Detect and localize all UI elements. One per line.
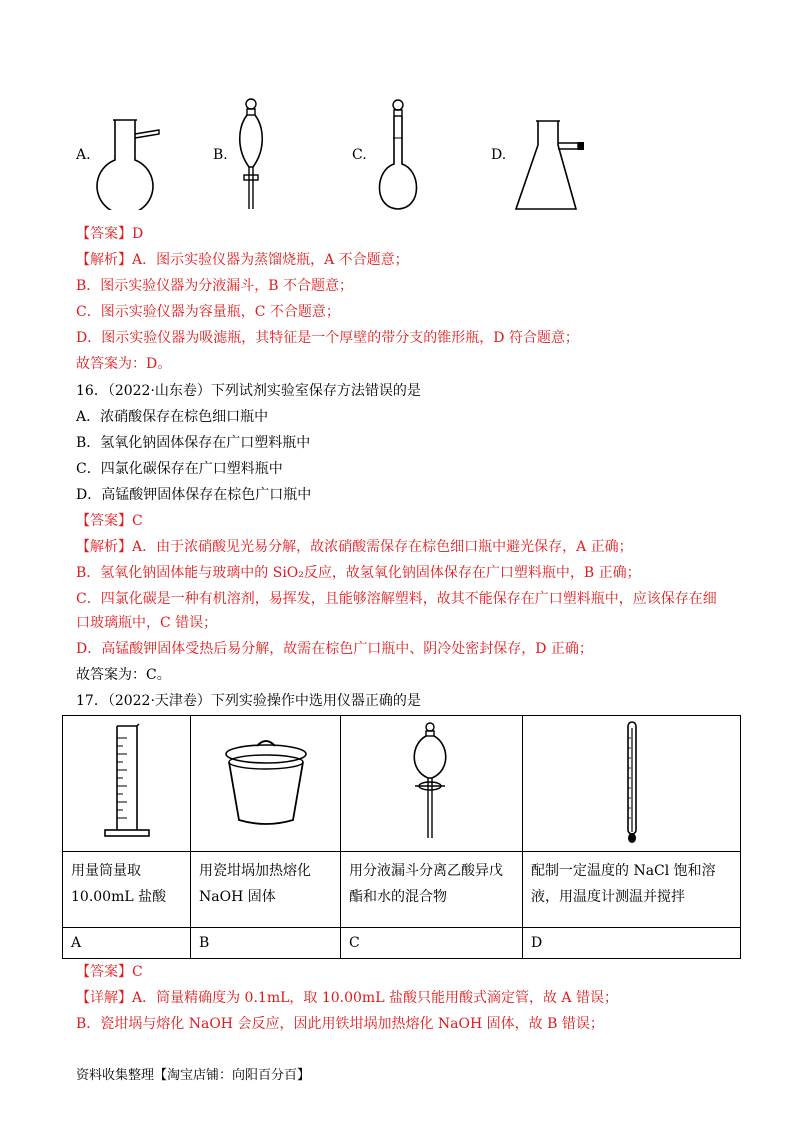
q16-option-b: B．氢氧化钠固体保存在广口塑料瓶中 [76,435,311,451]
option-a-label: A. [76,147,91,163]
q15-analysis-a: 【解析】A．图示实验仪器为蒸馏烧瓶，A 不合题意； [76,252,409,268]
thermometer-icon [612,718,652,846]
q16-analysis-c2: 口玻璃瓶中，C 错误； [76,615,218,631]
option-b-label: B. [213,147,228,163]
q16-answer: 【答案】C [76,513,143,529]
footer-source: 资料收集整理【淘宝店铺：向阳百分百】 [76,1068,311,1083]
q16-conclusion: 故答案为：C。 [76,667,171,683]
q17-cell-c-letter: C [341,927,523,958]
q17-cell-a-image [63,716,191,852]
suction-flask-icon [512,117,592,213]
distilling-flask-icon [95,118,165,210]
q15-conclusion: 故答案为：D。 [76,356,172,372]
q17-cell-b-image [191,716,341,852]
q17-detail-b: B．瓷坩埚与熔化 NaOH 会反应，因此用铁坩埚加热熔化 NaOH 固体，故 B 错误； [76,1016,604,1032]
q17-cell-b-letter: B [191,927,341,958]
q17-answer: 【答案】C [76,964,143,980]
option-c-label: C. [352,147,367,163]
q16-analysis-c1: C．四氯化碳是一种有机溶剂，易挥发，且能够溶解塑料，故其不能保存在广口塑料瓶中，应该保存在细 [76,591,717,607]
q17-cell-d-letter: D [523,927,741,958]
q17-cell-d-desc: 配制一定温度的 NaCl 饱和溶 液，用温度计测温并搅拌 [523,852,741,928]
q17-cell-c-image [341,716,523,852]
q17-cell-d-image [523,716,741,852]
q16-option-d: D．高锰酸钾固体保存在棕色广口瓶中 [76,487,312,503]
q15-answer: 【答案】D [76,226,144,242]
q16-stem: 16．（2022·山东卷）下列试剂实验室保存方法错误的是 [76,383,421,399]
q17-cell-a-desc: 用量筒量取 10.00mL 盐酸 [63,852,191,928]
separatory-funnel-icon [234,97,274,213]
q17-stem: 17．（2022·天津卷）下列实验操作中选用仪器正确的是 [76,693,421,709]
graduated-cylinder-icon [97,720,157,844]
q17-cell-a-letter: A [63,927,191,958]
volumetric-flask-icon [371,98,425,212]
option-d-label: D. [491,147,507,163]
q15-analysis-d: D．图示实验仪器为吸滤瓶，其特征是一个厚壁的带分支的锥形瓶，D 符合题意； [76,330,579,346]
q16-option-a: A．浓硝酸保存在棕色细口瓶中 [76,409,269,425]
q17-options-table [62,715,741,959]
q16-analysis-a: 【解析】A．由于浓硝酸见光易分解，故浓硝酸需保存在棕色细口瓶中避光保存，A 正确； [76,539,633,555]
q17-desc-row [63,852,741,928]
separatory-funnel-table-icon [397,720,467,844]
q17-image-row [63,716,741,852]
q17-cell-b-desc: 用瓷坩埚加热熔化 NaOH 固体 [191,852,341,928]
porcelain-crucible-icon [221,734,311,830]
q17-cell-c-desc: 用分液漏斗分离乙酸异戊 酯和水的混合物 [341,852,523,928]
q16-option-c: C．四氯化碳保存在广口塑料瓶中 [76,461,283,477]
q15-analysis-b: B．图示实验仪器为分液漏斗，B 不合题意； [76,278,354,294]
q17-letter-row [63,927,741,958]
q16-analysis-b: B．氢氧化钠固体能与玻璃中的 SiO₂反应，故氢氧化钠固体保存在广口塑料瓶中，B 正确； [76,565,641,581]
q15-analysis-c: C．图示实验仪器为容量瓶，C 不合题意； [76,304,340,320]
q16-analysis-d: D．高锰酸钾固体受热后易分解，故需在棕色广口瓶中、阴冷处密封保存，D 正确； [76,641,593,657]
q17-detail-a: 【详解】A．筒量精确度为 0.1mL，取 10.00mL 盐酸只能用酸式滴定管，故 A 错误； [76,990,618,1006]
